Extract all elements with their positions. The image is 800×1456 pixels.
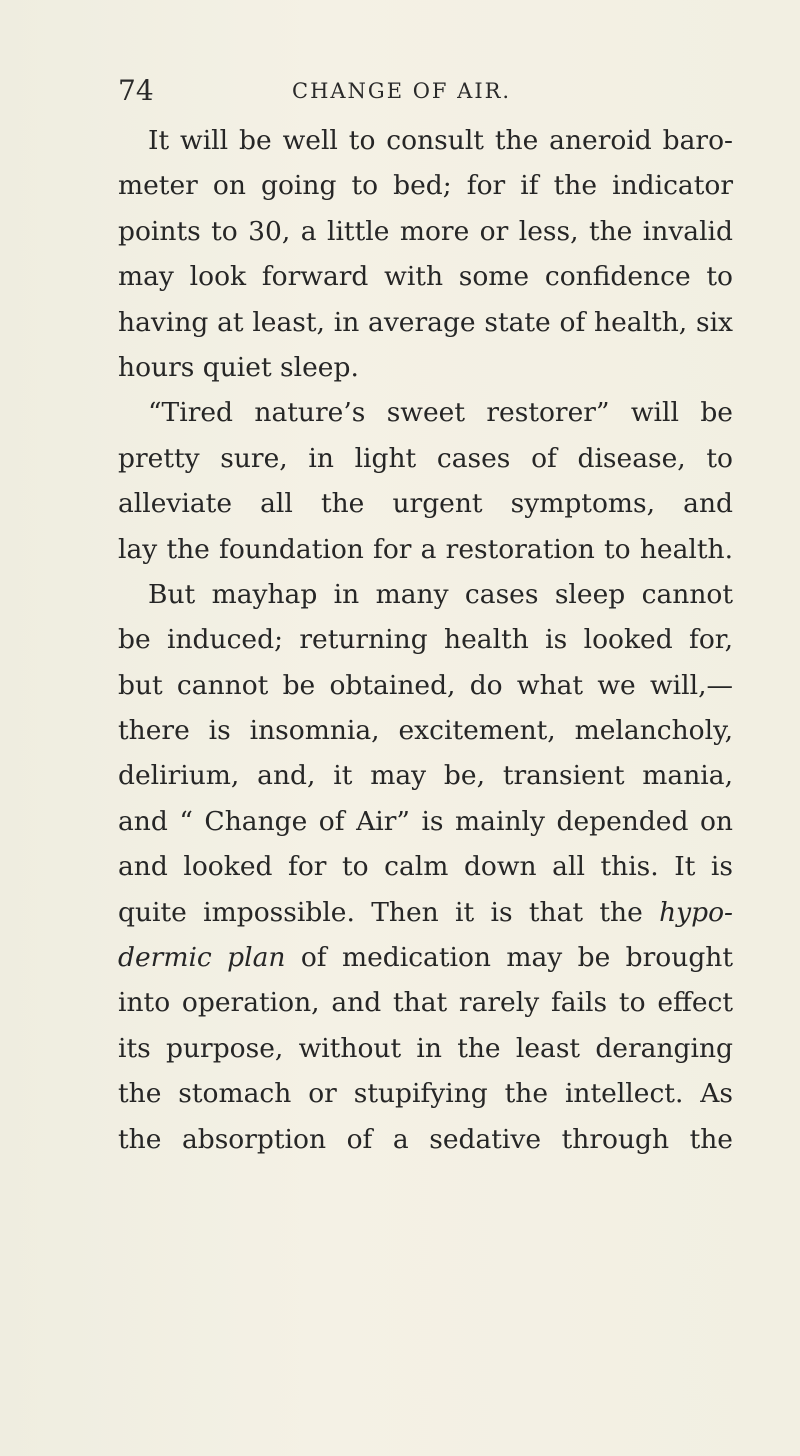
- text-line: having at least, in average state of health, six: [118, 306, 733, 338]
- text-line: the stomach or stupifying the intellect. As: [118, 1078, 733, 1110]
- text-line: and “ Change of Air” is mainly depended on: [118, 805, 733, 837]
- text-line: its purpose, without in the least deranging: [118, 1032, 733, 1064]
- text-segment: of medication may be brought: [285, 942, 734, 974]
- text-line: hours quiet sleep.: [118, 351, 359, 383]
- text-line: and looked for to calm down all this. It is: [118, 851, 733, 883]
- text-line: into operation, and that rarely fails to effect: [118, 987, 733, 1019]
- text-line: points to 30, a little more or less, the invalid: [118, 215, 733, 247]
- text-line: [118, 890, 733, 935]
- italic-text: dermic plan: [118, 942, 286, 974]
- text-line: the absorption of a sedative through the: [118, 1123, 733, 1155]
- text-line: pretty sure, in light cases of disease, to: [118, 442, 733, 474]
- text-line: But mayhap in many cases sleep cannot: [148, 578, 733, 610]
- text-line: It will be well to consult the aneroid baro-: [148, 125, 733, 156]
- text-line: may look forward with some confidence to: [118, 261, 733, 293]
- text-line: there is insomnia, excitement, melancholy,: [118, 715, 733, 747]
- text-line: be induced; returning health is looked for,: [118, 624, 733, 656]
- text-segment: quite impossible. Then it is that the: [118, 896, 660, 928]
- text-line: but cannot be obtained, do what we will,—: [118, 669, 733, 701]
- text-line: lay the foundation for a restoration to health.: [118, 533, 733, 565]
- text-line: “Tired nature’s sweet restorer” will be: [148, 397, 733, 429]
- italic-text: hypo-: [659, 896, 733, 928]
- text-line: [118, 935, 733, 980]
- running-head: [118, 74, 742, 114]
- text-line: meter on going to bed; for if the indicator: [118, 170, 733, 202]
- body-text: [118, 118, 733, 1162]
- text-line: delirium, and, it may be, transient mania,: [118, 760, 733, 792]
- running-title: CHANGE OF AIR.: [292, 79, 512, 103]
- text-line: alleviate all the urgent symptoms, and: [118, 488, 733, 520]
- page-number: 74: [118, 74, 154, 107]
